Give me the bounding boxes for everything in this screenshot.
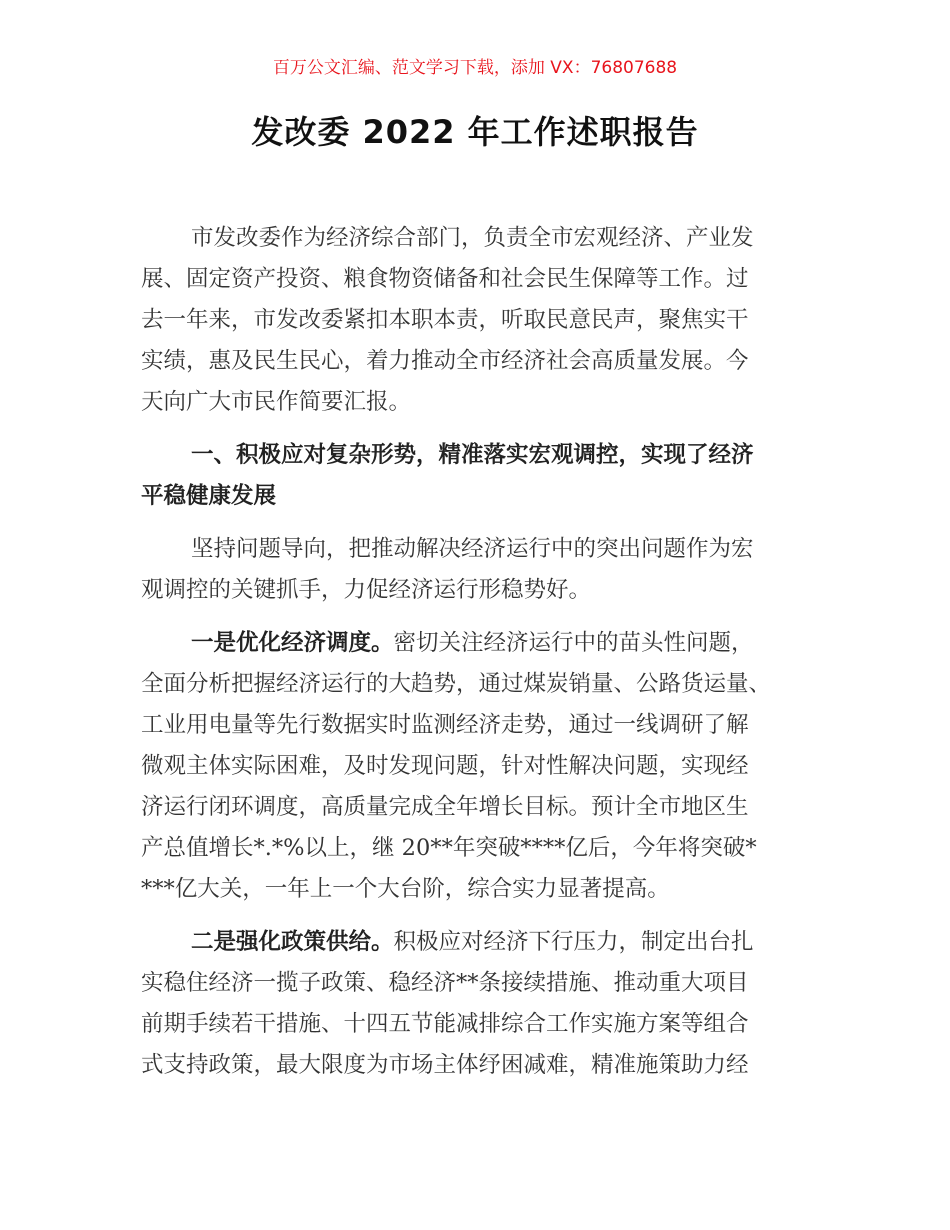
heading-line: 平稳健康发展	[141, 483, 277, 509]
text-line: 实稳住经济一揽子政策、稳经济**条接续措施、推动重大项目	[141, 970, 749, 996]
text-line: 坚持问题导向，把推动解决经济运行中的突出问题作为宏	[191, 536, 754, 562]
text-line: 全面分析把握经济运行的大趋势，通过煤炭销量、公路货运量、	[141, 671, 772, 697]
point-1-first-line: 密切关注经济运行中的苗头性问题，	[393, 630, 754, 656]
text-line: 实绩，惠及民生民心，着力推动全市经济社会高质量发展。今	[141, 348, 749, 374]
heading-line: 一、积极应对复杂形势，精准落实宏观调控，实现了经济	[191, 442, 754, 468]
point-2-lead: 二是强化政策供给。	[191, 929, 394, 955]
text-line: 市发改委作为经济综合部门，负责全市宏观经济、产业发	[191, 225, 754, 251]
document-body	[141, 218, 831, 1098]
text-line: 天向广大市民作简要汇报。	[141, 389, 412, 415]
document-title: 发改委 2022 年工作述职报告	[251, 113, 699, 151]
text-line: 工业用电量等先行数据实时监测经济走势，通过一线调研了解	[141, 712, 749, 738]
text-line: 展、固定资产投资、粮食物资储备和社会民生保障等工作。过	[141, 266, 749, 292]
text-line: 观调控的关键抓手，力促经济运行形稳势好。	[141, 577, 592, 603]
text-line: ***亿大关，一年上一个大台阶，综合实力显著提高。	[141, 876, 670, 902]
text-line	[141, 922, 831, 963]
text-line: 微观主体实际困难，及时发现问题，针对性解决问题，实现经	[141, 753, 749, 779]
intro-paragraph	[141, 218, 831, 423]
text-line: 济运行闭环调度，高质量完成全年增长目标。预计全市地区生	[141, 794, 749, 820]
text-line: 去一年来，市发改委紧扣本职本责，听取民意民声，聚焦实干	[141, 307, 749, 333]
watermark-banner: 百万公文汇编、范文学习下载，添加 VX：76807688	[272, 58, 678, 78]
point-1-lead: 一是优化经济调度。	[191, 630, 394, 656]
text-line: 产总值增长*.*%以上，继 20**年突破****亿后，今年将突破*	[141, 835, 757, 861]
section-intro-paragraph	[141, 529, 831, 611]
text-line: 式支持政策，最大限度为市场主体纾困减难，精准施策助力经	[141, 1052, 749, 1078]
point-2-paragraph	[141, 922, 831, 1086]
text-line: 前期手续若干措施、十四五节能减排综合工作实施方案等组合	[141, 1011, 749, 1037]
text-line	[141, 623, 831, 664]
point-2-first-line: 积极应对经济下行压力，制定出台扎	[393, 929, 754, 955]
section-heading-1	[141, 435, 831, 517]
point-1-paragraph	[141, 623, 831, 910]
